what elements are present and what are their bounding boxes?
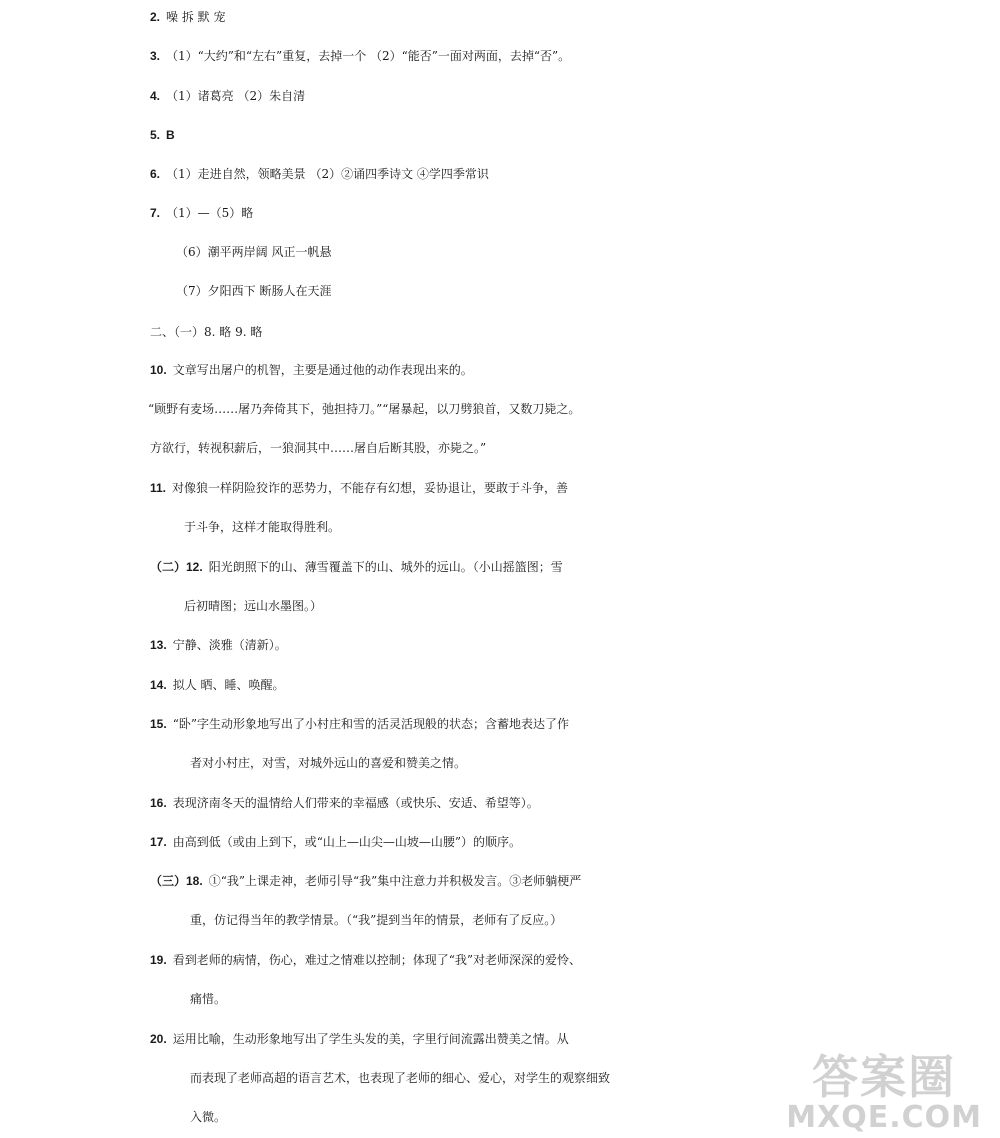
- answer-number: 3.: [150, 49, 161, 63]
- answer-text: （6）潮平两岸阔 风正一帆悬: [176, 245, 332, 259]
- answer-19-continued: [190, 987, 1000, 1011]
- answer-text: 拟人 晒、睡、唤醒。: [172, 678, 285, 692]
- answer-number: 14.: [150, 678, 167, 692]
- answer-text: （1）诸葛亮 （2）朱自清: [166, 89, 306, 103]
- answer-number: （三）18.: [150, 874, 203, 888]
- answer-15-continued: [190, 751, 1000, 775]
- answer-text: （1）—（5）略: [166, 206, 254, 220]
- answer-text: 表现济南冬天的温情给人们带来的幸福感（或快乐、安适、希望等）。: [172, 796, 539, 810]
- answer-10: [150, 358, 1000, 382]
- answer-10-quote-line-1: [148, 397, 1000, 421]
- answer-text: 于斗争，这样才能取得胜利。: [184, 520, 341, 534]
- answer-text: 看到老师的病情，伤心，难过之情难以控制；体现了“我”对老师深深的爱怜、: [172, 953, 581, 967]
- answer-16: [150, 791, 1000, 815]
- answer-number: 10.: [150, 363, 167, 377]
- answer-text: 由高到低（或由上到下，或“山上—山尖—山坡—山腰”）的顺序。: [172, 835, 521, 849]
- answer-11: [150, 476, 1000, 500]
- answer-text: 方欲行，转视积薪后，一狼洞其中……屠自后断其股，亦毙之。”: [150, 441, 487, 455]
- answer-number: （二）12.: [150, 560, 203, 574]
- answer-4: [150, 84, 1000, 108]
- answer-number: 4.: [150, 89, 161, 103]
- answer-13: [150, 633, 1000, 657]
- answer-number: 17.: [150, 835, 167, 849]
- answer-text: ①“我”上课走神，老师引导“我”集中注意力并积极发言。③老师躺梗严: [208, 874, 582, 888]
- answer-number: 11.: [150, 481, 167, 495]
- answer-number: 16.: [150, 796, 167, 810]
- answer-text: 痛惜。: [190, 992, 227, 1006]
- answer-text: 运用比喻，生动形象地写出了学生头发的美，字里行间流露出赞美之情。从: [172, 1032, 569, 1046]
- answer-number: 6.: [150, 167, 161, 181]
- answer-14: [150, 673, 1000, 697]
- answer-3: [150, 44, 1000, 68]
- answer-number: 7.: [150, 206, 161, 220]
- answer-text: 宁静、淡雅（清新）。: [172, 638, 287, 652]
- answer-text: 阳光朗照下的山、薄雪覆盖下的山、城外的远山。（小山摇篮图；雪: [208, 560, 563, 574]
- answer-number: 5.: [150, 128, 161, 142]
- section-text: 二、（一）8. 略 9. 略: [150, 325, 263, 339]
- answer-text: B: [166, 128, 175, 142]
- answer-10-quote-line-2: [150, 436, 1000, 460]
- watermark-logo: [786, 1052, 982, 1134]
- answer-text: （7）夕阳西下 断肠人在天涯: [176, 284, 332, 298]
- answer-number: 20.: [150, 1032, 167, 1046]
- answer-5: [150, 123, 1000, 147]
- answer-text: 重，仿记得当年的教学情景。（“我”提到当年的情景，老师有了反应。）: [190, 913, 563, 927]
- answer-text: 文章写出屠户的机智，主要是通过他的动作表现出来的。: [172, 363, 473, 377]
- answer-text: （1）“大约”和“左右”重复，去掉一个 （2）“能否”一面对两面，去掉“否”。: [166, 49, 571, 63]
- answer-18: [150, 869, 1000, 893]
- answer-text: 者对小村庄，对雪，对城外远山的喜爱和赞美之情。: [190, 756, 467, 770]
- answer-number: 13.: [150, 638, 167, 652]
- answer-12: [150, 555, 1000, 579]
- answer-2: [150, 5, 1000, 29]
- answer-number: 19.: [150, 953, 167, 967]
- answer-text: （1）走进自然，领略美景 （2）②诵四季诗文 ④学四季常识: [166, 167, 489, 181]
- answer-6: [150, 162, 1000, 186]
- answer-11-continued: [184, 515, 1000, 539]
- watermark-url: MXQE.COM: [786, 1100, 982, 1135]
- answer-number: 15.: [150, 717, 167, 731]
- answer-text: 噪 拆 默 宠: [166, 10, 226, 24]
- section-2-header: [150, 320, 1000, 344]
- answer-7: [150, 201, 1000, 225]
- answer-12-continued: [184, 594, 1000, 618]
- answer-17: [150, 830, 1000, 854]
- answer-7-part-7: [176, 279, 1000, 303]
- answer-7-part-6: [176, 240, 1000, 264]
- answer-19: [150, 948, 1000, 972]
- answer-20: [150, 1027, 1000, 1051]
- answer-text: “顾野有麦场……屠乃奔倚其下，弛担持刀。”“屠暴起，以刀劈狼首，又数刀毙之。: [148, 402, 581, 416]
- watermark-brand: 答案圈: [812, 1050, 957, 1104]
- answer-text: “卧”字生动形象地写出了小村庄和雪的活灵活现般的状态；含蓄地表达了作: [172, 717, 569, 731]
- answer-15: [150, 712, 1000, 736]
- answer-18-continued: [190, 908, 1000, 932]
- answer-text: 而表现了老师高超的语言艺术，也表现了老师的细心、爱心，对学生的观察细致: [190, 1071, 611, 1085]
- answer-number: 2.: [150, 10, 161, 24]
- answer-text: 入微。: [190, 1110, 227, 1124]
- answer-text: 对像狼一样阴险狡诈的恶势力，不能存有幻想，妥协退让，要敢于斗争，善: [172, 481, 569, 495]
- answer-text: 后初晴图；远山水墨图。）: [184, 599, 323, 613]
